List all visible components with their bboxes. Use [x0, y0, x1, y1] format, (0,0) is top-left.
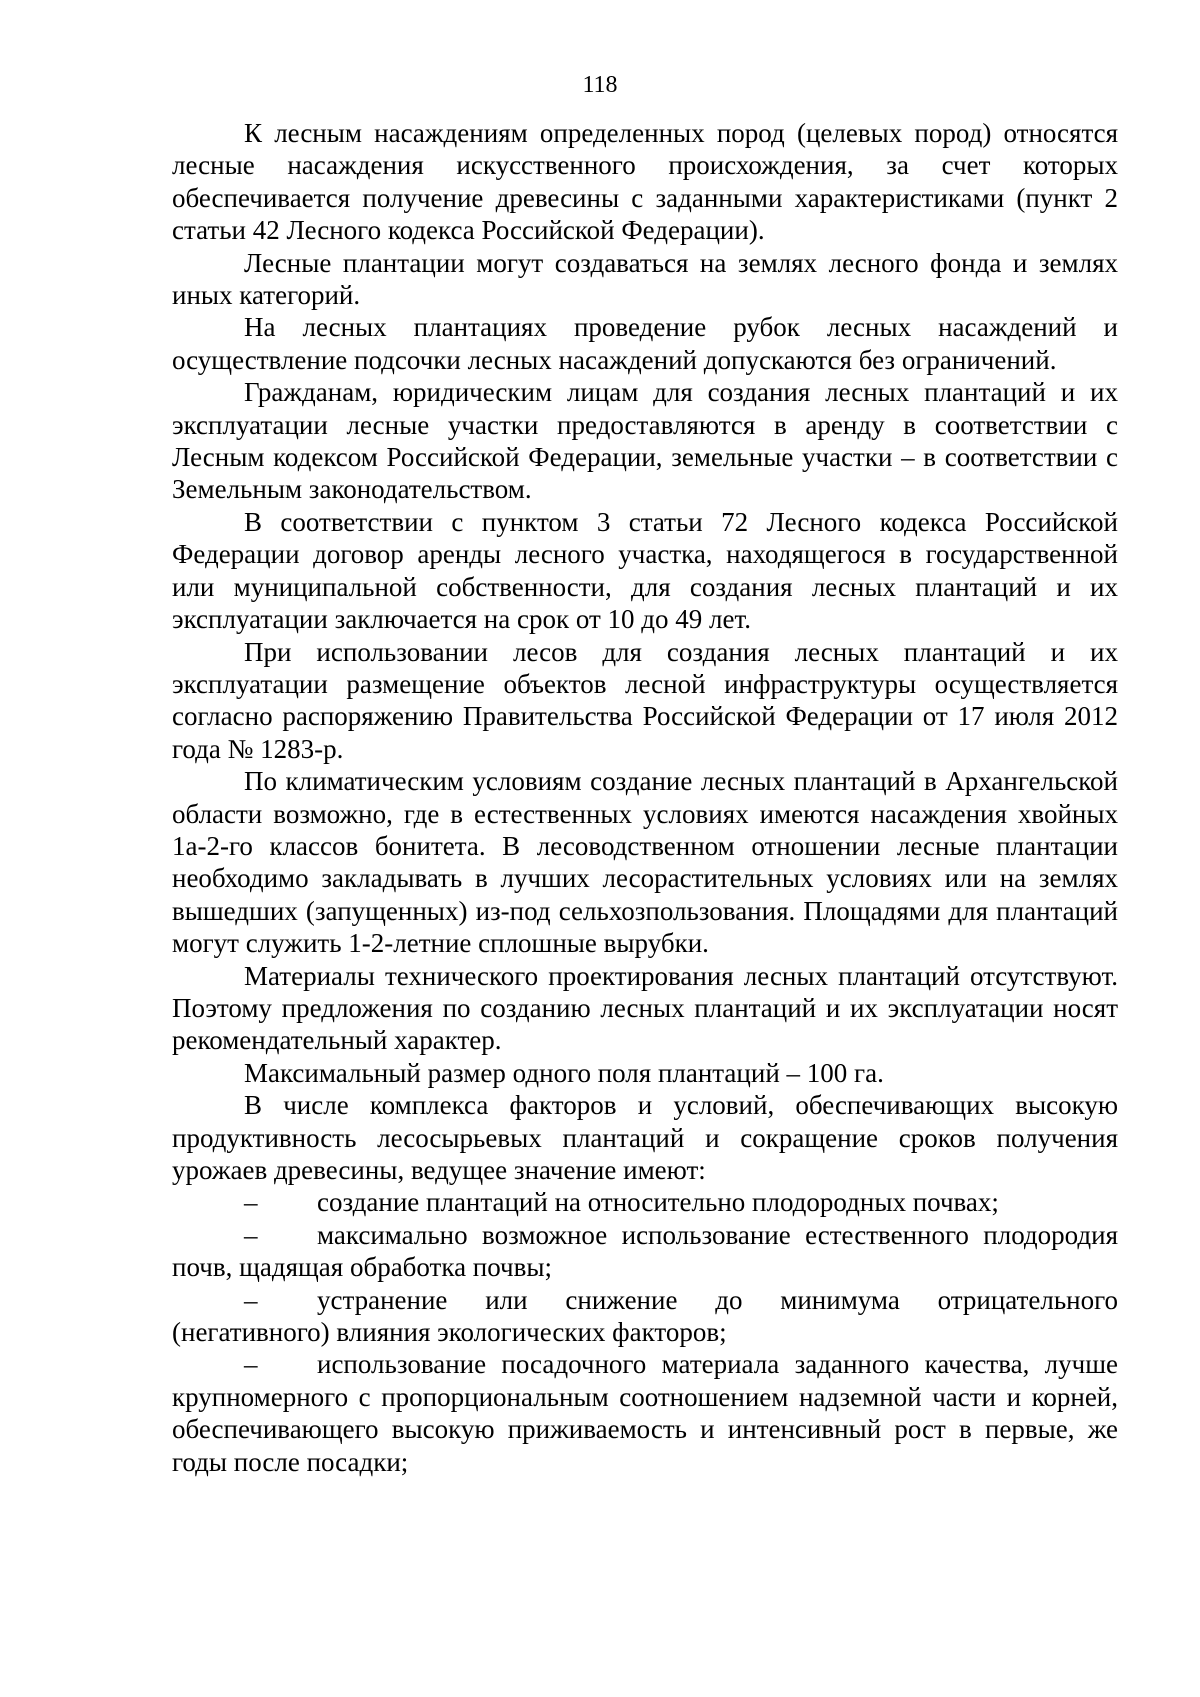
paragraph: К лесным насаждениям определенных пород (целевых пород) относятся лесные насаждения искусственного происхождения, за счет которых обеспечивается получение древесины с заданными характеристиками (пункт 2 статьи 42 Лесного кодекса Российской Федерации).	[172, 118, 1118, 246]
list-item	[172, 1348, 1118, 1478]
dash-marker: –	[244, 1349, 258, 1380]
list-item-text: устранение или снижение до минимума отрицательного (негативного) влияния экологических факторов;	[172, 1284, 1118, 1348]
list-item-text: использование посадочного материала заданного качества, лучше крупномерного с пропорциональным соотношением надземной части и корней, обеспечивающего высокую приживаемость и интенсивный рост в первые, же годы после посадки;	[172, 1349, 1118, 1477]
paragraph: Максимальный размер одного поля плантаций – 100 га.	[244, 1057, 884, 1088]
list-item-text: создание плантаций на относительно плодородных почвах;	[317, 1187, 999, 1218]
paragraph: По климатическим условиям создание лесных плантаций в Архангельской области возможно, где в естественных условиях имеются насаждения хвойных 1а-2-го классов бонитета. В лесоводственном отношении лесные плантации необходимо закладывать в лучших лесорастительных условиях или на землях вышедших (запущенных) из-под сельхозпользования. Площадями для плантаций могут служить 1-2-летние сплошные вырубки.	[172, 766, 1118, 959]
list-item-text: максимально возможное использование естественного плодородия почв, щадящая обработка почвы;	[172, 1219, 1118, 1283]
dash-marker: –	[244, 1219, 258, 1250]
document-body	[172, 117, 1118, 1478]
paragraph: В соответствии с пунктом 3 статьи 72 Лесного кодекса Российской Федерации договор аренды лесного участка, находящегося в государственной или муниципальной собственности, для создания лесных плантаций и их эксплуатации заключается на срок от 10 до 49 лет.	[172, 506, 1118, 635]
dash-marker: –	[244, 1187, 258, 1218]
list-item	[172, 1284, 1118, 1349]
list-item	[172, 1186, 1118, 1218]
list-item	[172, 1219, 1118, 1284]
paragraph: На лесных плантациях проведение рубок лесных насаждений и осуществление подсочки лесных насаждений допускаются без ограничений.	[172, 312, 1118, 375]
page-number: 118	[582, 72, 618, 98]
paragraph: Материалы технического проектирования лесных плантаций отсутствуют. Поэтому предложения по созданию лесных плантаций и их эксплуатации носят рекомендательный характер.	[172, 960, 1118, 1056]
paragraph: При использовании лесов для создания лесных плантаций и их эксплуатации размещение объектов лесной инфраструктуры осуществляется согласно распоряжению Правительства Российской Федерации от 17 июля 2012 года № 1283-р.	[172, 636, 1118, 764]
paragraph: В числе комплекса факторов и условий, обеспечивающих высокую продуктивность лесосырьевых плантаций и сокращение сроков получения урожаев древесины, ведущее значение имеют:	[172, 1090, 1118, 1185]
paragraph: Лесные плантации могут создаваться на землях лесного фонда и землях иных категорий.	[172, 247, 1118, 311]
dash-marker: –	[244, 1284, 258, 1315]
paragraph: Гражданам, юридическим лицам для создания лесных плантаций и их эксплуатации лесные участки предоставляются в аренду в соответствии с Лесным кодексом Российской Федерации, земельные участки – в соответствии с Земельным законодательством.	[172, 377, 1118, 505]
